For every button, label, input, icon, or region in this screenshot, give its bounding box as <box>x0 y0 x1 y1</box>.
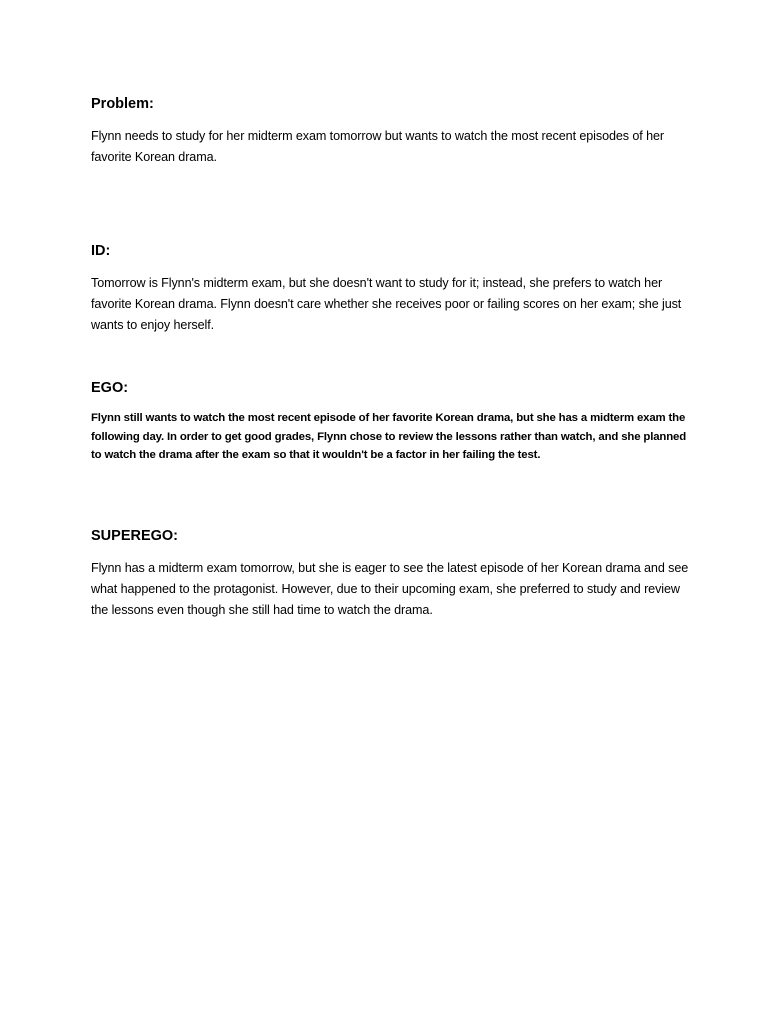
superego-heading: SUPEREGO: <box>91 528 179 544</box>
id-section <box>91 241 691 336</box>
superego-section <box>91 526 691 621</box>
problem-text: Flynn needs to study for her midterm exam tomorrow but wants to watch the most recent episodes of her favorite Korean drama. <box>91 129 664 164</box>
ego-heading: EGO: <box>91 380 129 396</box>
ego-section <box>91 378 691 465</box>
ego-text: Flynn still wants to watch the most recent episode of her favorite Korean drama, but she has a midterm exam the following day. In order to get good grades, Flynn chose to review the lessons rather than watch, and she planned to watch the drama after the exam so that it wouldn't be a factor in her failing the test. <box>91 412 687 461</box>
id-text: Tomorrow is Flynn's midterm exam, but she doesn't want to study for it; instead, she prefers to watch her favorite Korean drama. Flynn doesn't care whether she receives poor or failing scores on her exam; she just wants to enjoy herself. <box>91 276 682 332</box>
problem-section <box>91 94 691 168</box>
problem-heading: Problem: <box>91 96 154 112</box>
superego-text: Flynn has a midterm exam tomorrow, but she is eager to see the latest episode of her Korean drama and see what happened to the protagonist. However, due to their upcoming exam, she preferred to study and review the lessons even though she still had time to watch the drama. <box>91 561 689 617</box>
id-heading: ID: <box>91 243 111 259</box>
